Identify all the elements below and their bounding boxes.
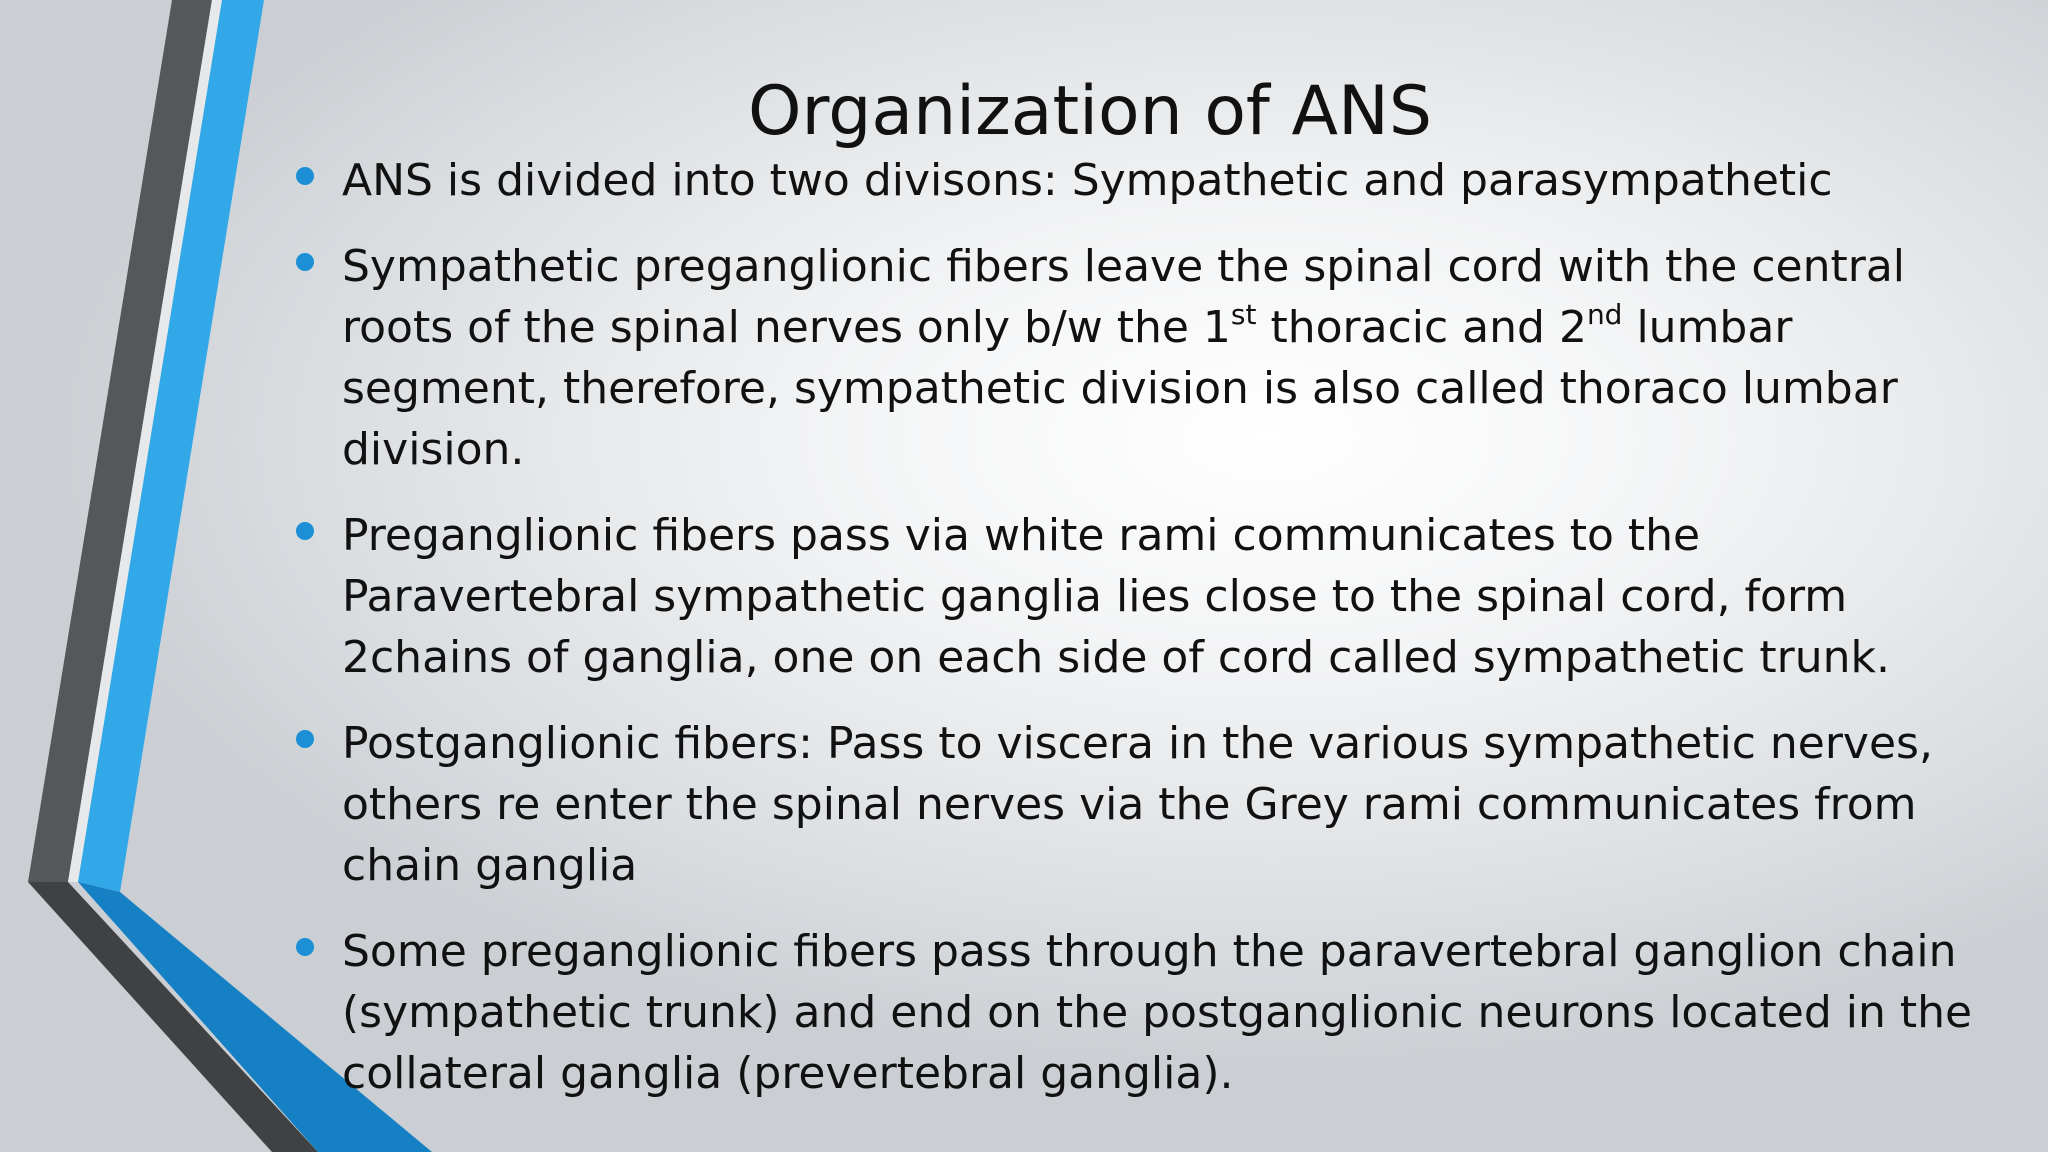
superscript: st (1230, 298, 1257, 331)
bullet-item-1 (296, 150, 1976, 211)
bullet-dot (296, 730, 314, 748)
bullet-item-2 (296, 236, 1976, 480)
bullet-dot (296, 253, 314, 271)
bullet-list (296, 150, 1976, 1129)
bullet-text: Preganglionic fibers pass via white rami communicates to the Paravertebral sympathetic ganglia lies close to the spinal cord, form 2chains of ganglia, one on each side of cord called sympathetic trunk. (342, 510, 1890, 683)
bullet-text-part: Sympathetic preganglionic fibers leave the spinal cord with the central roots of the spinal nerves only b/w the 1 (342, 241, 1906, 353)
bullet-item-4 (296, 713, 1976, 896)
bullet-item-3 (296, 505, 1976, 688)
bullet-dot (296, 522, 314, 540)
bullet-item-5 (296, 921, 1976, 1104)
bullet-text: ANS is divided into two divisons: Sympathetic and parasympathetic (342, 155, 1833, 206)
bullet-text: Postganglionic fibers: Pass to viscera in the various sympathetic nerves, others re enter the spinal nerves via the Grey rami communicates from chain ganglia (342, 718, 1933, 891)
bullet-dot (296, 167, 314, 185)
bullet-dot (296, 938, 314, 956)
light-gap-stripe (68, 0, 222, 882)
bullet-text-part: lumbar segment, therefore, sympathetic division is also called thoraco lumbar division. (342, 302, 1898, 475)
superscript: nd (1586, 298, 1623, 331)
bullet-text-part: thoracic and 2 (1256, 302, 1587, 353)
slide-title: Organization of ANS (747, 72, 1433, 151)
dark-lower-stripe (28, 882, 318, 1152)
bullet-text: Some preganglionic fibers pass through the paravertebral ganglion chain (sympathetic trunk) and end on the postganglionic neurons located in the collateral ganglia (prevertebral ganglia). (342, 926, 1973, 1099)
